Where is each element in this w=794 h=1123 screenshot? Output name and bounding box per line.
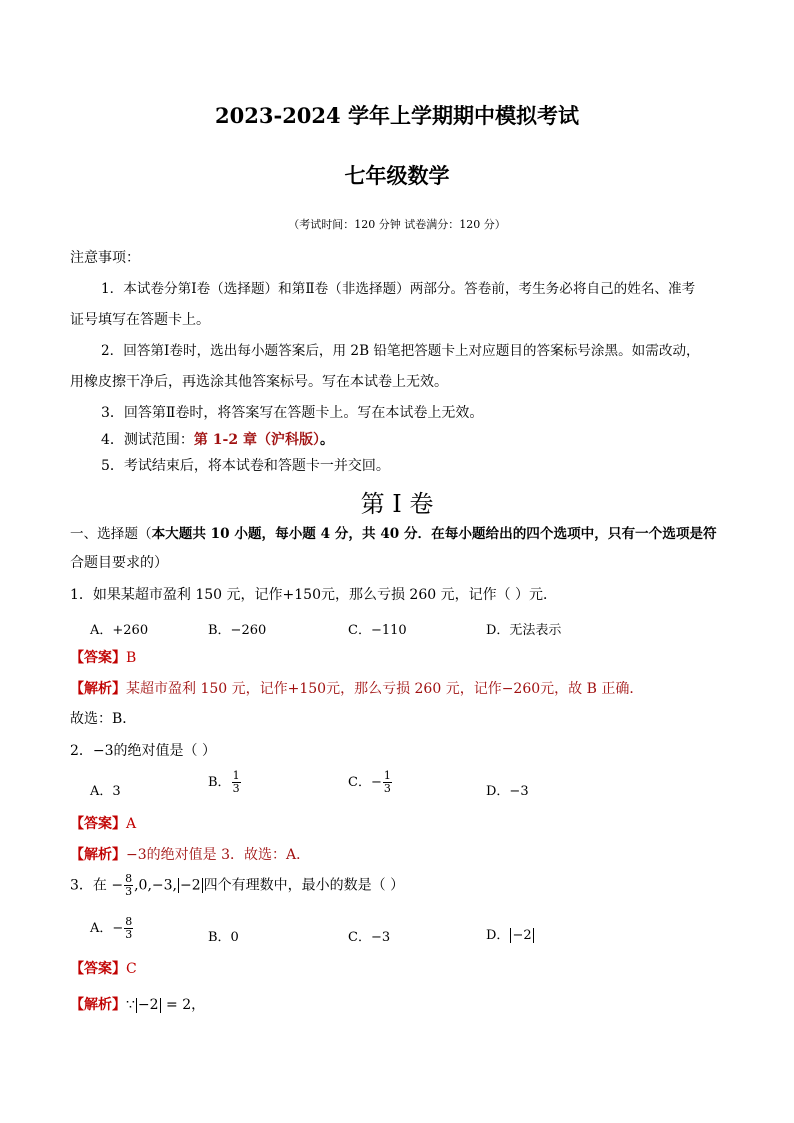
- option-d-label: D．: [486, 928, 510, 943]
- question-3-option-b: B．0: [208, 930, 239, 945]
- notice-item-2-line-1: 2．回答第Ⅰ卷时，选出每小题答案后，用 2B 铅笔把答题卡上对应题目的答案标号涂黑。如需改动，: [101, 343, 700, 359]
- analysis-label: 【解析】: [70, 847, 126, 863]
- analysis-abs-value: −2: [137, 997, 159, 1013]
- notice-item-2-line-2: 用橡皮擦干净后，再选涂其他答案标号。写在本试卷上无效。: [70, 374, 448, 390]
- question-2-option-d: D．−3: [486, 784, 529, 799]
- answer-label: 【答案】: [70, 650, 126, 666]
- analysis-suffix: = 2，: [161, 997, 206, 1013]
- question-2-answer: [70, 816, 136, 832]
- fraction-denominator: 3: [383, 782, 391, 795]
- question-1-conclusion: 故选：B．: [70, 711, 137, 727]
- notice-item-4-end: 。: [319, 432, 334, 448]
- notice-heading: 注意事项：: [70, 250, 140, 266]
- answer-value: A: [126, 816, 137, 832]
- question-1-stem: 1．如果某超市盈利 150 元，记作+150元，那么亏损 260 元，记作（ ）元．: [70, 587, 558, 603]
- fraction: [232, 770, 241, 795]
- option-a-label: A．−: [90, 921, 124, 936]
- stem-abs-value: −2: [180, 877, 201, 894]
- answer-label: 【答案】: [70, 816, 126, 832]
- notice-item-1-line-2: 证号填写在答题卡上。: [70, 312, 210, 328]
- analysis-text: 某超市盈利 150 元，记作+150元，那么亏损 260 元，记作−260元，故 B 正确．: [126, 681, 644, 697]
- answer-value: B: [126, 650, 137, 666]
- stem-mid: ,0,−3,: [134, 877, 177, 894]
- question-3-option-d: [486, 924, 535, 943]
- question-2-option-b: [208, 770, 242, 795]
- section-heading: 第 I 卷: [360, 490, 434, 518]
- abs-bar-left: [136, 998, 137, 1013]
- question-1-analysis: [70, 681, 643, 697]
- abs-bar-left: [178, 878, 179, 893]
- question-2-analysis: [70, 847, 310, 863]
- question-2-option-a: A．3: [90, 784, 121, 799]
- fraction-numerator: 1: [232, 769, 240, 782]
- abs-bar-right: [533, 928, 534, 943]
- question-1-answer: [70, 650, 136, 666]
- section-intro-line-2: 合题目要求的）: [70, 555, 168, 571]
- question-3-answer: [70, 961, 137, 977]
- question-2-option-c: [348, 770, 393, 795]
- analysis-label: 【解析】: [70, 997, 126, 1013]
- fraction-numerator: 8: [125, 915, 133, 928]
- notice-item-4-range: 第 1-2 章（沪科版）: [193, 432, 320, 448]
- fraction-denominator: 3: [125, 928, 133, 941]
- answer-value: C: [126, 961, 137, 977]
- fraction-numerator: 1: [383, 769, 391, 782]
- fraction-numerator: 8: [125, 872, 133, 885]
- question-3-analysis: [70, 997, 205, 1013]
- question-1-option-a: A．+260: [90, 623, 149, 638]
- section-intro-line-1: [70, 526, 717, 542]
- fraction-denominator: 3: [125, 885, 133, 898]
- exam-time-info: （考试时间：120 分钟 试卷满分：120 分）: [288, 218, 506, 231]
- abs-bar-right: [160, 998, 161, 1013]
- question-1-option-b: B．−260: [208, 623, 267, 638]
- question-3-option-c: C．−3: [348, 930, 391, 945]
- analysis-prefix: ∵: [126, 997, 135, 1013]
- notice-item-4-prefix: 4．测试范围：: [101, 432, 194, 448]
- analysis-label: 【解析】: [70, 681, 126, 697]
- question-3-stem: [70, 873, 404, 898]
- question-2-stem: 2．−3的绝对值是（ ）: [70, 743, 216, 759]
- exam-title: 2023-2024 学年上学期期中模拟考试: [215, 103, 579, 128]
- answer-label: 【答案】: [70, 961, 126, 977]
- fraction: [383, 770, 392, 795]
- notice-item-5: 5．考试结束后，将本试卷和答题卡一并交回。: [101, 458, 390, 474]
- question-1-option-d: D．无法表示: [486, 623, 562, 638]
- section-intro-bold: 本大题共 10 小题，每小题 4 分，共 40 分．在每小题给出的四个选项中，只有一个选项是符: [151, 526, 717, 542]
- option-c-label: C．−: [348, 775, 382, 790]
- fraction: [124, 873, 133, 898]
- analysis-text: −3的绝对值是 3．故选：A．: [126, 847, 311, 863]
- option-d-abs-value: −2: [512, 928, 532, 943]
- option-b-label: B．: [208, 775, 231, 790]
- exam-subtitle: 七年级数学: [344, 163, 450, 188]
- fraction-denominator: 3: [232, 782, 240, 795]
- stem-prefix: 3．在 −: [70, 877, 124, 894]
- notice-item-3: 3．回答第Ⅱ卷时，将答案写在答题卡上。写在本试卷上无效。: [101, 405, 484, 421]
- question-3-option-a: [90, 916, 134, 941]
- notice-item-1-line-1: 1．本试卷分第Ⅰ卷（选择题）和第Ⅱ卷（非选择题）两部分。答卷前，考生务必将自己的姓名、准考: [101, 281, 696, 297]
- section-intro-prefix: 一、选择题（: [70, 526, 152, 542]
- notice-item-4: [101, 432, 334, 448]
- fraction: [124, 916, 133, 941]
- abs-bar-right: [202, 878, 203, 893]
- question-1-option-c: C．−110: [348, 623, 407, 638]
- stem-suffix: 四个有理数中，最小的数是（ ）: [203, 877, 405, 894]
